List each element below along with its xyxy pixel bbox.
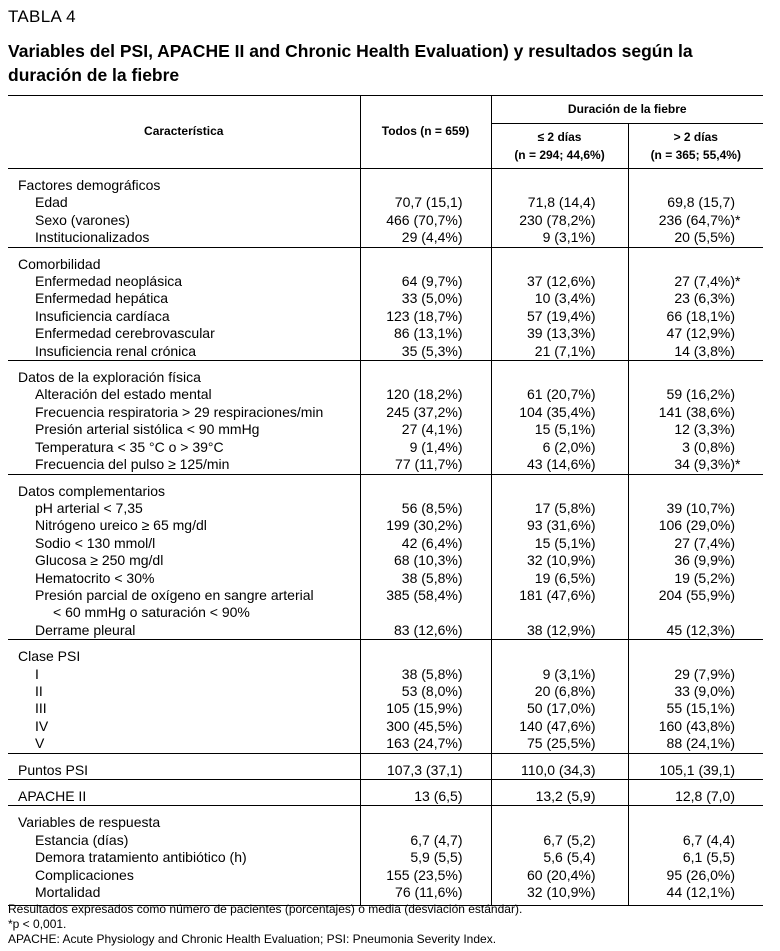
- value-all: [360, 386, 491, 403]
- value-le2: [491, 404, 628, 421]
- section-heading: Datos complementarios: [18, 482, 166, 499]
- value-le2: [491, 212, 628, 229]
- section-heading-row: [8, 169, 763, 195]
- row-label: Temperatura < 35 °C o > 39°C: [35, 438, 224, 455]
- value-gt2-value: 95 (26,0%): [666, 866, 736, 883]
- row-label: Enfermedad cerebrovascular: [35, 325, 215, 342]
- header-le2: [491, 124, 628, 169]
- table-row: [8, 867, 763, 884]
- value-le2: [491, 700, 628, 717]
- table-row: [8, 832, 763, 849]
- value-le2-value: 19 (6,5%): [534, 569, 596, 586]
- value-le2-value: 15 (5,1%): [534, 534, 596, 551]
- value-all-value: 86 (13,1%): [394, 325, 463, 342]
- value-gt2-value: 45 (12,3%): [666, 621, 736, 638]
- value-gt2: [628, 754, 763, 780]
- table-row: [8, 552, 763, 569]
- value-all: [360, 194, 491, 211]
- row-label: Presión arterial sistólica < 90 mmHg: [35, 421, 260, 438]
- header-le2-label: ≤ 2 días: [537, 130, 582, 144]
- value-all: [360, 718, 491, 735]
- value-all: [360, 500, 491, 517]
- value-le2-value: 104 (35,4%): [519, 403, 596, 420]
- value-gt2-value: 23 (6,3%): [674, 290, 736, 307]
- row-label: Puntos PSI: [18, 761, 89, 778]
- value-le2-value: 13,2 (5,9): [535, 788, 596, 804]
- value-le2-value: 10 (3,4%): [534, 290, 596, 307]
- value-gt2: [628, 884, 763, 906]
- table-row: [8, 308, 763, 325]
- table-row: [8, 273, 763, 290]
- value-gt2-value: 55 (15,1%): [666, 700, 736, 717]
- value-all-value: 33 (5,0%): [401, 290, 463, 307]
- value-gt2: [628, 500, 763, 517]
- value-all-value: 83 (12,6%): [394, 621, 463, 638]
- value-all: [360, 212, 491, 229]
- value-gt2: [628, 290, 763, 307]
- value-all: [360, 832, 491, 849]
- value-le2-value: 6 (2,0%): [542, 438, 596, 455]
- value-all-value: 29 (4,4%): [401, 229, 463, 246]
- table-row: [8, 194, 763, 211]
- value-le2-value: 6,7 (5,2): [543, 831, 596, 848]
- table-row: [8, 386, 763, 403]
- value-all-value: 38 (5,8%): [401, 665, 463, 682]
- value-gt2-value: 33 (9,0%): [674, 682, 736, 699]
- row-label: Estancia (días): [35, 831, 129, 848]
- row-label: Derrame pleural: [35, 621, 136, 638]
- header-characteristic: Característica: [8, 96, 360, 169]
- value-all: [360, 587, 491, 604]
- value-le2: [491, 735, 628, 753]
- value-gt2: [628, 386, 763, 403]
- table-body: [8, 169, 763, 906]
- value-all: [360, 552, 491, 569]
- value-le2: [491, 849, 628, 866]
- value-le2: [491, 867, 628, 884]
- value-le2: [491, 552, 628, 569]
- value-all: [360, 622, 491, 640]
- value-gt2: [628, 832, 763, 849]
- value-all: [360, 570, 491, 587]
- row-label: < 60 mmHg o saturación < 90%: [53, 604, 250, 621]
- table-row: [8, 439, 763, 456]
- table-label: TABLA 4: [8, 7, 76, 26]
- value-le2: [491, 666, 628, 683]
- value-le2: [491, 386, 628, 403]
- value-le2-value: 15 (5,1%): [534, 421, 596, 438]
- value-le2-value: 38 (12,9%): [527, 621, 596, 638]
- row-label: Enfermedad hepática: [35, 290, 169, 307]
- value-gt2-value: 3 (0,8%): [682, 438, 736, 455]
- table-row: [8, 500, 763, 517]
- value-gt2: [628, 343, 763, 361]
- value-gt2-value: 20 (5,5%): [674, 229, 736, 246]
- value-gt2-value: 29 (7,9%): [674, 665, 736, 682]
- value-le2: [491, 604, 628, 621]
- value-all: [360, 666, 491, 683]
- value-gt2: 34 (9,3%)*: [628, 456, 763, 474]
- value-all-value: 5,9 (5,5): [410, 849, 463, 866]
- value-gt2-value: 236 (64,7%): [658, 211, 736, 228]
- row-label: pH arterial < 7,35: [35, 499, 143, 516]
- value-all-value: 35 (5,3%): [401, 342, 463, 359]
- value-gt2-value: 36 (9,9%): [674, 552, 736, 569]
- value-le2: [491, 290, 628, 307]
- value-le2-value: 75 (25,5%): [527, 735, 596, 752]
- value-all: [360, 849, 491, 866]
- value-le2: [491, 622, 628, 640]
- row-label: Insuficiencia renal crónica: [35, 342, 197, 359]
- value-all-value: 77 (11,7%): [395, 456, 463, 473]
- value-gt2-value: 27 (7,4%): [674, 273, 736, 290]
- value-le2: [491, 570, 628, 587]
- row-label: Frecuencia respiratoria > 29 respiraciones/min: [35, 403, 324, 420]
- table-row: [8, 780, 763, 806]
- value-all: [360, 229, 491, 247]
- value-gt2: [628, 587, 763, 604]
- value-all: [360, 535, 491, 552]
- footnote-abbreviations: APACHE: Acute Physiology and Chronic Health Evaluation; PSI: Pneumonia Severity Index.: [8, 932, 497, 946]
- row-label: Presión parcial de oxígeno en sangre arterial: [35, 586, 314, 603]
- value-all-value: 466 (70,7%): [386, 211, 463, 228]
- section-heading-row: [8, 640, 763, 665]
- value-all-value: 199 (30,2%): [386, 517, 463, 534]
- value-all: [360, 439, 491, 456]
- value-le2-value: 93 (31,6%): [527, 517, 596, 534]
- value-all: [360, 735, 491, 753]
- value-all-value: 42 (6,4%): [401, 534, 463, 551]
- value-all-value: 76 (11,6%): [395, 884, 463, 901]
- footnotes: [8, 902, 522, 947]
- value-gt2: [628, 718, 763, 735]
- value-gt2: [628, 780, 763, 806]
- row-label: Alteración del estado mental: [35, 386, 212, 403]
- header-all: Todos (n = 659): [360, 96, 491, 169]
- value-le2-value: 61 (20,7%): [527, 386, 596, 403]
- value-gt2-value: 105,1 (39,1): [659, 761, 736, 778]
- section-heading: Variables de respuesta: [18, 814, 161, 831]
- row-label: Glucosa ≥ 250 mg/dl: [35, 552, 164, 569]
- section-heading: Datos de la exploración física: [18, 369, 201, 386]
- table-row: [8, 229, 763, 247]
- value-all: [360, 683, 491, 700]
- header-le2-n: (n = 294; 44,6%): [514, 148, 605, 162]
- value-le2: [491, 517, 628, 534]
- section-heading: Comorbilidad: [18, 255, 101, 272]
- value-gt2: [628, 308, 763, 325]
- section-heading-row: [8, 361, 763, 386]
- value-gt2: [628, 700, 763, 717]
- table-row: [8, 700, 763, 717]
- value-le2: [491, 832, 628, 849]
- value-le2-value: 17 (5,8%): [534, 499, 596, 516]
- value-le2-value: 140 (47,6%): [519, 717, 596, 734]
- value-le2: [491, 780, 628, 806]
- value-le2-value: 32 (10,9%): [527, 884, 596, 901]
- row-label: V: [35, 735, 45, 752]
- value-all: [360, 273, 491, 290]
- table-row: [8, 290, 763, 307]
- footnote-significance: *p < 0,001.: [8, 917, 67, 931]
- section-heading: Clase PSI: [18, 648, 81, 665]
- table-row: [8, 604, 763, 621]
- value-all: [360, 456, 491, 474]
- value-all-value: 120 (18,2%): [386, 386, 463, 403]
- table-row: [8, 343, 763, 361]
- value-gt2: [628, 229, 763, 247]
- value-gt2-value: 6,7 (4,4): [682, 831, 736, 848]
- value-all: [360, 780, 491, 806]
- value-gt2-value: 141 (38,6%): [658, 403, 736, 420]
- table-row: [8, 683, 763, 700]
- value-le2-value: 9 (3,1%): [542, 229, 596, 246]
- value-all-value: 53 (8,0%): [401, 682, 463, 699]
- value-gt2-value: 19 (5,2%): [674, 569, 736, 586]
- value-all-value: 163 (24,7%): [386, 735, 463, 752]
- value-le2-value: 43 (14,6%): [527, 456, 596, 473]
- value-le2: [491, 325, 628, 342]
- row-label: Complicaciones: [35, 866, 134, 883]
- value-le2-value: 37 (12,6%): [527, 273, 596, 290]
- row-label: II: [35, 682, 43, 699]
- value-le2: [491, 456, 628, 474]
- value-all: [360, 404, 491, 421]
- value-le2: [491, 273, 628, 290]
- value-gt2: [628, 622, 763, 640]
- value-gt2: [628, 683, 763, 700]
- value-le2: [491, 754, 628, 780]
- row-label: Demora tratamiento antibiótico (h): [35, 849, 247, 866]
- value-gt2-value: 59 (16,2%): [666, 386, 736, 403]
- value-gt2: [628, 867, 763, 884]
- value-gt2-value: 44 (12,1%): [666, 884, 736, 901]
- header-gt2: [628, 124, 763, 169]
- row-label: Enfermedad neoplásica: [35, 273, 183, 290]
- value-all: [360, 290, 491, 307]
- value-gt2: [628, 604, 763, 621]
- table-row: [8, 421, 763, 438]
- value-le2: [491, 535, 628, 552]
- header-gt2-label: > 2 días: [673, 130, 718, 144]
- value-all-value: 6,7 (4,7): [410, 831, 463, 848]
- value-le2-value: 60 (20,4%): [527, 866, 596, 883]
- value-all: [360, 421, 491, 438]
- value-all-value: 64 (9,7%): [401, 273, 463, 290]
- value-le2-value: 50 (17,0%): [527, 700, 596, 717]
- value-all-value: 123 (18,7%): [386, 307, 463, 324]
- table-row: [8, 754, 763, 780]
- table-title: Variables del PSI, APACHE II and Chronic Health Evaluation) y resultados según la duración de la fiebre: [8, 41, 693, 85]
- row-label: Insuficiencia cardíaca: [35, 307, 170, 324]
- value-all-value: 385 (58,4%): [386, 586, 463, 603]
- value-gt2-value: 47 (12,9%): [666, 325, 736, 342]
- table-row: [8, 849, 763, 866]
- value-le2: [491, 439, 628, 456]
- table-row: [8, 718, 763, 735]
- value-le2: [491, 683, 628, 700]
- section-heading-row: [8, 475, 763, 500]
- value-all: [360, 754, 491, 780]
- value-all: [360, 325, 491, 342]
- table-row: [8, 666, 763, 683]
- value-le2: [491, 343, 628, 361]
- value-gt2: [628, 517, 763, 534]
- footnote-units: Resultados expresados como número de pacientes (porcentajes) o media (desviación estándar).: [8, 902, 523, 916]
- value-all: [360, 604, 491, 621]
- value-gt2: [628, 666, 763, 683]
- value-le2-value: 110,0 (34,3): [521, 761, 596, 778]
- value-gt2-value: 12 (3,3%): [674, 421, 736, 438]
- value-le2-value: 230 (78,2%): [519, 211, 596, 228]
- value-all-value: 300 (45,5%): [386, 717, 463, 734]
- table-row: [8, 622, 763, 640]
- value-le2: [491, 194, 628, 211]
- row-label: Institucionalizados: [35, 229, 150, 246]
- value-all-value: 107,3 (37,1): [387, 761, 463, 778]
- row-label: Frecuencia del pulso ≥ 125/min: [35, 456, 230, 473]
- value-gt2: [628, 535, 763, 552]
- header-gt2-n: (n = 365; 55,4%): [650, 148, 741, 162]
- value-gt2-value: 6,1 (5,5): [682, 849, 736, 866]
- row-label: I: [35, 665, 39, 682]
- value-all: [360, 867, 491, 884]
- value-all-value: 245 (37,2%): [386, 403, 463, 420]
- value-le2-value: 57 (19,4%): [527, 307, 596, 324]
- table-row: [8, 570, 763, 587]
- row-label: APACHE II: [18, 788, 87, 804]
- value-gt2-value: 106 (29,0%): [658, 517, 736, 534]
- value-le2-value: 181 (47,6%): [519, 586, 596, 603]
- value-all-value: 56 (8,5%): [401, 499, 463, 516]
- value-gt2-value: 160 (43,8%): [658, 717, 736, 734]
- value-all-value: 70,7 (15,1): [394, 194, 463, 211]
- value-gt2-value: 27 (7,4%): [674, 534, 736, 551]
- value-gt2: [628, 194, 763, 211]
- value-le2-value: 5,6 (5,4): [543, 849, 596, 866]
- value-all: [360, 308, 491, 325]
- row-label: Hematocrito < 30%: [35, 569, 155, 586]
- value-le2: [491, 229, 628, 247]
- value-gt2: [628, 570, 763, 587]
- value-gt2-value: 69,8 (15,7): [667, 194, 736, 211]
- table-row: [8, 404, 763, 421]
- value-le2: [491, 718, 628, 735]
- value-gt2-value: 14 (3,8%): [674, 342, 736, 359]
- value-gt2: 236 (64,7%)*: [628, 212, 763, 229]
- value-le2-value: 9 (3,1%): [542, 665, 596, 682]
- table-row: [8, 325, 763, 342]
- value-le2-value: 39 (13,3%): [527, 325, 596, 342]
- value-all: [360, 343, 491, 361]
- value-all-value: 38 (5,8%): [401, 569, 463, 586]
- value-all-value: 27 (4,1%): [401, 421, 463, 438]
- row-label: Nitrógeno ureico ≥ 65 mg/dl: [35, 517, 207, 534]
- row-label: Sodio < 130 mmol/l: [35, 534, 156, 551]
- value-all-value: 105 (15,9%): [386, 700, 463, 717]
- row-label: III: [35, 700, 47, 717]
- value-gt2-value: 34 (9,3%): [674, 456, 736, 473]
- value-le2: [491, 421, 628, 438]
- value-gt2: [628, 421, 763, 438]
- value-all: [360, 517, 491, 534]
- value-gt2: [628, 404, 763, 421]
- value-gt2: 27 (7,4%)*: [628, 273, 763, 290]
- value-le2: [491, 587, 628, 604]
- value-le2-value: 20 (6,8%): [534, 682, 596, 699]
- section-heading: Factores demográficos: [18, 177, 161, 193]
- value-gt2: [628, 325, 763, 342]
- table-row: [8, 517, 763, 534]
- row-label: IV: [35, 717, 49, 734]
- table-row: [8, 587, 763, 604]
- value-gt2: [628, 552, 763, 569]
- row-label: Mortalidad: [8, 884, 360, 906]
- value-gt2-value: 12,8 (7,0): [675, 788, 736, 804]
- table-row: [8, 212, 763, 229]
- value-gt2: [628, 439, 763, 456]
- value-gt2: [628, 849, 763, 866]
- table-row: [8, 456, 763, 474]
- row-label: Sexo (varones): [35, 211, 130, 228]
- value-le2-value: 32 (10,9%): [527, 552, 596, 569]
- row-label: Edad: [35, 194, 68, 211]
- value-all-value: 155 (23,5%): [386, 866, 463, 883]
- results-table: [8, 95, 763, 906]
- value-gt2: [628, 735, 763, 753]
- value-all: [360, 700, 491, 717]
- header-duration-group: Duración de la fiebre: [491, 96, 763, 124]
- value-le2: [491, 500, 628, 517]
- value-gt2-value: 204 (55,9%): [658, 586, 736, 603]
- table-row: [8, 535, 763, 552]
- value-gt2-value: 88 (24,1%): [666, 735, 736, 752]
- section-heading-row: [8, 248, 763, 273]
- table-row: [8, 735, 763, 753]
- value-le2-value: 71,8 (14,4): [527, 194, 596, 211]
- section-heading-row: [8, 806, 763, 831]
- value-le2: [491, 308, 628, 325]
- value-gt2-value: 66 (18,1%): [666, 307, 736, 324]
- value-le2-value: 21 (7,1%): [534, 342, 596, 359]
- value-all-value: 13 (6,5): [414, 788, 463, 804]
- value-all-value: 68 (10,3%): [394, 552, 463, 569]
- value-all-value: 9 (1,4%): [409, 438, 463, 455]
- value-gt2-value: 39 (10,7%): [666, 499, 736, 516]
